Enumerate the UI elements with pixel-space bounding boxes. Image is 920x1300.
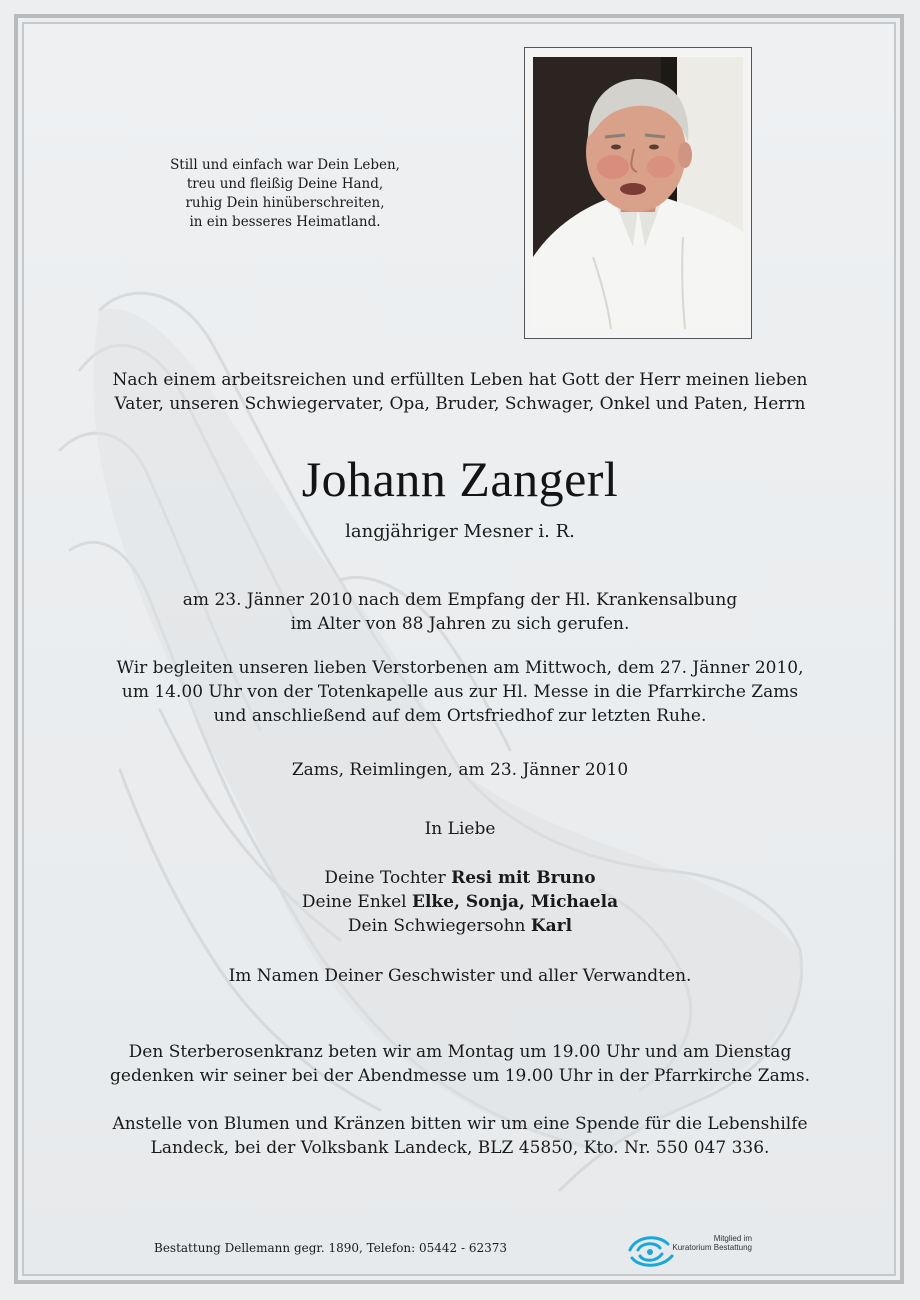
in-liebe: In Liebe: [424, 819, 496, 839]
donation-line: Anstelle von Blumen und Kränzen bitten wir um eine Spende für die Lebenshilfe: [112, 1114, 808, 1134]
poem: [140, 156, 430, 232]
funeral-line: und anschließend auf dem Ortsfriedhof zur letzten Ruhe.: [213, 706, 707, 726]
funeral-line: um 14.00 Uhr von der Totenkapelle aus zur Hl. Messe in die Pfarrkirche Zams: [121, 682, 799, 702]
rosary-line: gedenken wir seiner bei der Abendmesse um 19.00 Uhr in der Pfarrkirche Zams.: [110, 1066, 810, 1086]
poem-line: treu und fleißig Deine Hand,: [186, 176, 384, 192]
funeral-details: [0, 656, 920, 728]
portrait-illustration: [533, 57, 743, 329]
family-line: [0, 866, 920, 890]
death-notice: [0, 588, 920, 636]
family-names: Elke, Sonja, Michaela: [411, 892, 619, 912]
funeral-line: Wir begleiten unseren lieben Verstorbenen am Mittwoch, dem 27. Jänner 2010,: [116, 658, 804, 678]
family-line: [0, 890, 920, 914]
family-list: [0, 866, 920, 938]
funeral-home-info: Bestattung Dellemann gegr. 1890, Telefon: 05442 - 62373: [154, 1241, 508, 1255]
rosary-notice: [0, 1040, 920, 1088]
intro-line: Nach einem arbeitsreichen und erfüllten Leben hat Gott der Herr meinen lieben: [112, 370, 808, 390]
family-relation: Deine Enkel: [301, 892, 412, 912]
deceased-name: Johann Zangerl: [301, 451, 619, 507]
poem-line: ruhig Dein hinüberschreiten,: [185, 195, 385, 211]
family-names: Resi mit Bruno: [451, 868, 596, 888]
death-line: im Alter von 88 Jahren zu sich gerufen.: [290, 614, 630, 634]
intro-line: Vater, unseren Schwiegervater, Opa, Bruder, Schwager, Onkel und Paten, Herrn: [114, 394, 806, 414]
logo-line: Mitglied im: [713, 1234, 752, 1243]
donation-notice: [0, 1112, 920, 1160]
family-names: Karl: [530, 916, 573, 936]
death-line: am 23. Jänner 2010 nach dem Empfang der Hl. Krankensalbung: [182, 590, 738, 610]
family-relation: Dein Schwiegersohn: [347, 916, 531, 936]
family-relation: Deine Tochter: [324, 868, 452, 888]
portrait-photo: [533, 57, 743, 329]
family-line: [0, 914, 920, 938]
place-date: Zams, Reimlingen, am 23. Jänner 2010: [291, 760, 629, 780]
poem-line: Still und einfach war Dein Leben,: [170, 157, 400, 173]
portrait-frame: [524, 47, 752, 339]
donation-line: Landeck, bei der Volksbank Landeck, BLZ 45850, Kto. Nr. 550 047 336.: [150, 1138, 770, 1158]
logo-text: [668, 1234, 752, 1252]
relatives-note: Im Namen Deiner Geschwister und aller Verwandten.: [228, 966, 692, 986]
rosary-line: Den Sterberosenkranz beten wir am Montag um 19.00 Uhr und am Dienstag: [128, 1042, 792, 1062]
deceased-role: langjähriger Mesner i. R.: [345, 521, 575, 542]
intro-text: [0, 368, 920, 416]
logo-line: Kuratorium Bestattung: [672, 1243, 752, 1252]
poem-line: in ein besseres Heimatland.: [189, 214, 381, 230]
